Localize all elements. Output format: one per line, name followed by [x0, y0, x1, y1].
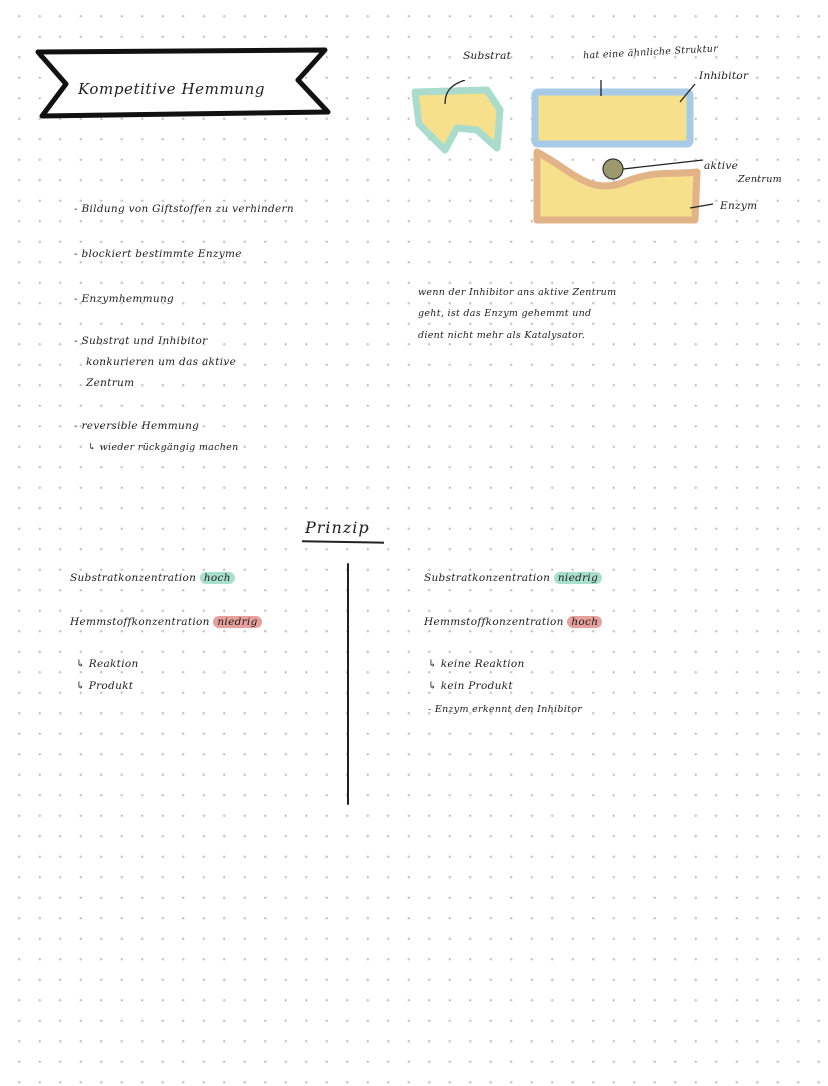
enzyme-diagram: [405, 80, 805, 244]
page-title: Kompetitive Hemmung: [78, 80, 266, 98]
bullet-enzymhemmung: - Enzymhemmung: [74, 293, 175, 305]
left-substrat-row: [70, 572, 235, 584]
explanation-line1: wenn der Inhibitor ans aktive Zentrum: [418, 287, 617, 298]
label-aehnliche-struktur: hat eine ähnliche Struktur: [582, 43, 719, 62]
right-substrat-label: Substratkonzentration: [424, 572, 551, 584]
label-zentrum: Zentrum: [738, 174, 782, 185]
left-hemmstoff-row: [70, 616, 262, 628]
right-hemmstoff-label: Hemmstoffkonzentration: [424, 616, 564, 628]
left-hemmstoff-label: Hemmstoffkonzentration: [70, 616, 210, 628]
right-hemmstoff-row: [424, 616, 602, 628]
right-substrat-value: niedrig: [554, 572, 602, 584]
left-result-reaktion: ↳ Reaktion: [76, 658, 139, 670]
bullet-reversibel-line1: - reversible Hemmung: [74, 420, 200, 432]
label-substrat: Substrat: [463, 50, 512, 62]
prinzip-underline: [302, 540, 384, 543]
right-result-keine-reaktion: ↳ keine Reaktion: [428, 658, 525, 670]
left-substrat-label: Substratkonzentration: [70, 572, 197, 584]
label-enzym: Enzym: [720, 200, 758, 212]
bullet-blockiert: - blockiert bestimmte Enzyme: [74, 248, 242, 260]
bullet-reversibel-line2: ↳ wieder rückgängig machen: [88, 442, 239, 453]
explanation-line3: dient nicht mehr als Katalysator.: [418, 330, 586, 341]
label-aktive: aktive: [704, 160, 739, 172]
right-result-kein-produkt: ↳ kein Produkt: [428, 680, 513, 692]
right-substrat-row: [424, 572, 602, 584]
prinzip-heading: Prinzip: [305, 518, 370, 537]
bullet-konkurrenz-line3: Zentrum: [86, 377, 135, 389]
left-result-produkt: ↳ Produkt: [76, 680, 134, 692]
left-substrat-value: hoch: [200, 572, 235, 584]
label-inhibitor: Inhibitor: [699, 70, 749, 82]
left-hemmstoff-value: niedrig: [213, 616, 261, 628]
right-result-erkennt: - Enzym erkennt den Inhibitor: [428, 704, 583, 715]
bullet-giftstoffe: - Bildung von Giftstoffen zu verhindern: [74, 203, 294, 215]
bullet-konkurrenz-line1: - Substrat und Inhibitor: [74, 335, 208, 347]
right-hemmstoff-value: hoch: [567, 616, 602, 628]
column-divider: [347, 563, 349, 805]
bullet-konkurrenz-line2: konkurieren um das aktive: [86, 356, 237, 368]
enzyme-inhibitor-diagram-icon: [405, 80, 805, 240]
explanation-line2: geht, ist das Enzym gehemmt und: [418, 308, 592, 319]
